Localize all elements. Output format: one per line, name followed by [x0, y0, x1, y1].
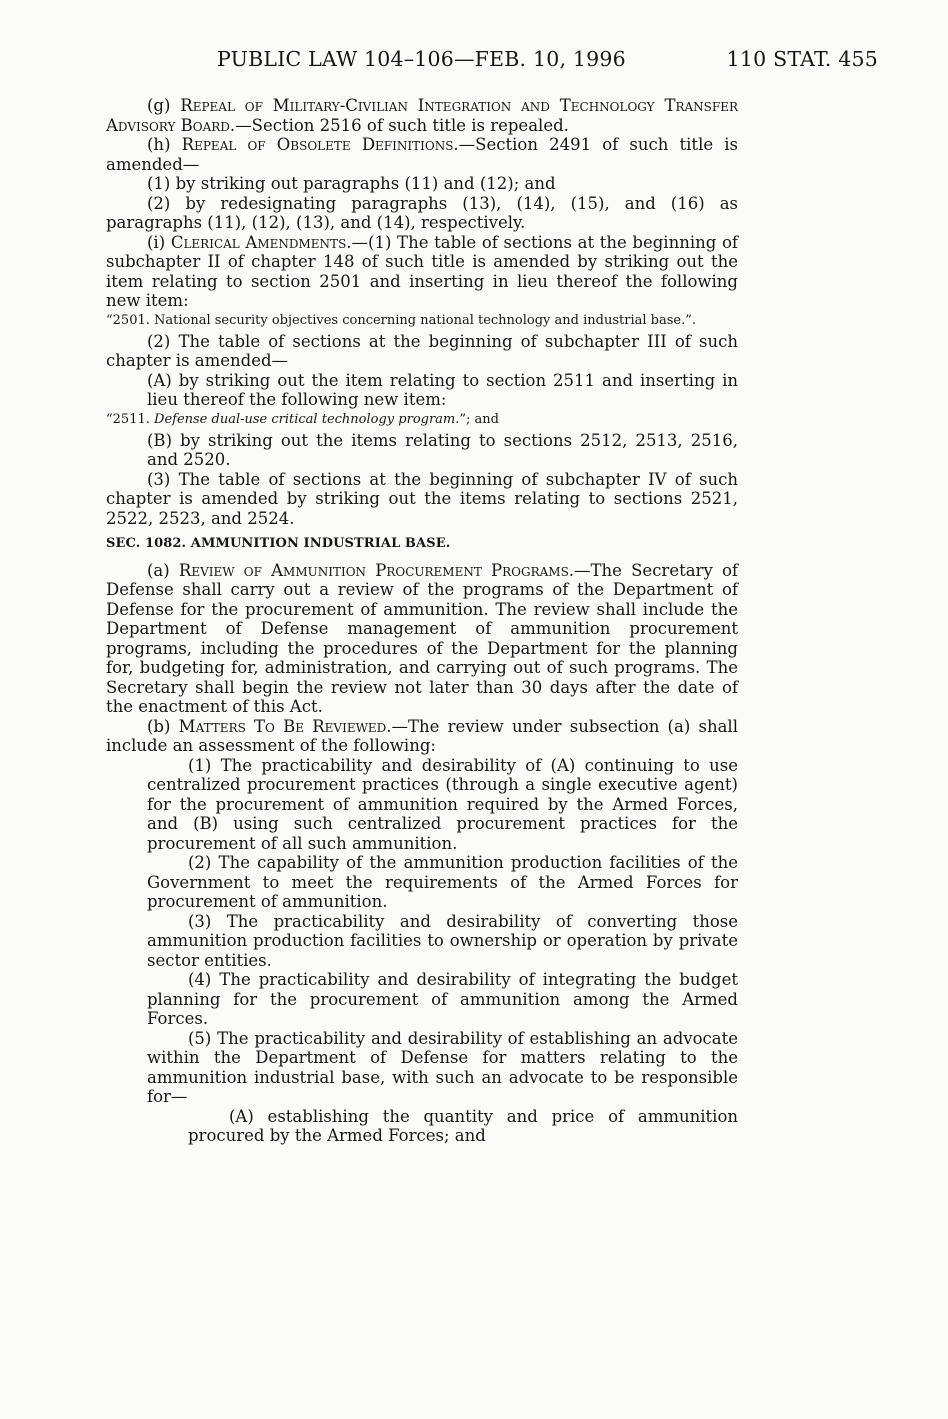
- table-item-2501: “2501. National security objectives concerning national technology and industrial base.”.: [106, 312, 696, 328]
- paragraph-i-text-2-a: (A) by striking out the item relating to section 2511 and inserting in lieu thereof the following new item:: [147, 370, 738, 409]
- subsection-b-item-4: (4) The practicability and desirability of integrating the budget planning for the procurement of ammunition among the Armed Forces.: [147, 970, 738, 1028]
- subsection-b-item-1: (1) The practicability and desirability of (A) continuing to use centralized procurement practices (through a single executive agent) for the procurement of ammunition required by the Armed Forces, and (B) using such centralized procurement practices for the procurement of all such ammunition.: [147, 755, 738, 853]
- subsection-b: [106, 717, 738, 756]
- paragraph-h: [106, 135, 738, 174]
- subsection-b-marker: (b): [147, 716, 171, 736]
- subsection-a: [106, 561, 738, 717]
- paragraph-g-marker: (g): [147, 96, 171, 115]
- paragraph-h-marker: (h): [147, 135, 171, 154]
- page-running-title: PUBLIC LAW 104–106—FEB. 10, 1996: [217, 47, 626, 71]
- table-item-2511-tail: ”; and: [459, 411, 499, 427]
- paragraph-i-text-1: —(1) The table of sections at the beginning of subchapter II of chapter 148 of such title is amended by striking out the item relating to section 2501 and inserting in lieu thereof the following new item:: [106, 232, 738, 310]
- paragraph-h-item-2: (2) by redesignating paragraphs (13), (14), (15), and (16) as paragraphs (11), (12), (13), and (14), respectively.: [106, 193, 738, 232]
- law-body-text: [106, 96, 738, 1146]
- page-header: [0, 47, 948, 77]
- section-heading: SEC. 1082. AMMUNITION INDUSTRIAL BASE.: [106, 536, 451, 551]
- paragraph-i: [106, 233, 738, 311]
- table-item-2511: [106, 412, 738, 428]
- paragraph-g: [106, 96, 738, 135]
- subsection-a-text: —The Secretary of Defense shall carry out a review of the programs of the Department of Defense for the procurement of ammunition. The review shall include the Department of Defense management of ammunition procurement programs, including the procedures of the Department for the planning for, budgeting for, administration, and carrying out of such programs. The Secretary shall begin the review not later than 30 days after the date of the enactment of this Act.: [106, 560, 738, 716]
- paragraph-i-text-2-b: (B) by striking out the items relating to sections 2512, 2513, 2516, and 2520.: [147, 430, 738, 469]
- subsection-b-heading: Matters To Be Reviewed.: [178, 716, 392, 736]
- paragraph-i-text-3: (3) The table of sections at the beginning of subchapter IV of such chapter is amended by striking out the items relating to sections 2521, 2522, 2523, and 2524.: [106, 469, 738, 528]
- subsection-b-text: —The review under subsection (a) shall include an assessment of the following:: [106, 716, 738, 755]
- table-item-2511-number: “2511.: [106, 411, 150, 427]
- subsection-b-item-5-a: (A) establishing the quantity and price of ammunition procured by the Armed Forces; and: [188, 1106, 738, 1145]
- paragraph-g-text: —Section 2516 of such title is repealed.: [235, 115, 569, 135]
- subsection-b-item-3: (3) The practicability and desirability of converting those ammunition production facilities to ownership or operation by private sector entities.: [147, 911, 738, 970]
- subsection-b-item-5: (5) The practicability and desirability of establishing an advocate within the Department of Defense for matters relating to the ammunition industrial base, with such an advocate to be responsible for—: [147, 1028, 738, 1106]
- subsection-a-marker: (a): [147, 560, 170, 580]
- paragraph-h-item-1: (1) by striking out paragraphs (11) and (12); and: [147, 174, 556, 193]
- paragraph-h-heading: Repeal of Obsolete Definitions.: [181, 135, 459, 154]
- paragraph-i-heading: Clerical Amendments.: [170, 232, 352, 252]
- paragraph-i-text-2: (2) The table of sections at the beginning of subchapter III of such chapter is amended—: [106, 331, 738, 370]
- subsection-b-item-2: (2) The capability of the ammunition production facilities of the Government to meet the requirements of the Armed Forces for procurement of ammunition.: [147, 853, 738, 911]
- paragraph-g-heading: Repeal of Military-Civilian Integration and Technology Transfer Advisory Board.: [106, 96, 738, 135]
- statute-page-reference: 110 STAT. 455: [726, 47, 878, 71]
- paragraph-h-text: —Section 2491 of such title is amended—: [106, 135, 738, 174]
- subsection-a-heading: Review of Ammunition Procurement Programs.: [178, 560, 575, 580]
- table-item-2511-title: Defense dual-use critical technology program.: [154, 411, 460, 427]
- paragraph-i-marker: (i): [147, 232, 166, 252]
